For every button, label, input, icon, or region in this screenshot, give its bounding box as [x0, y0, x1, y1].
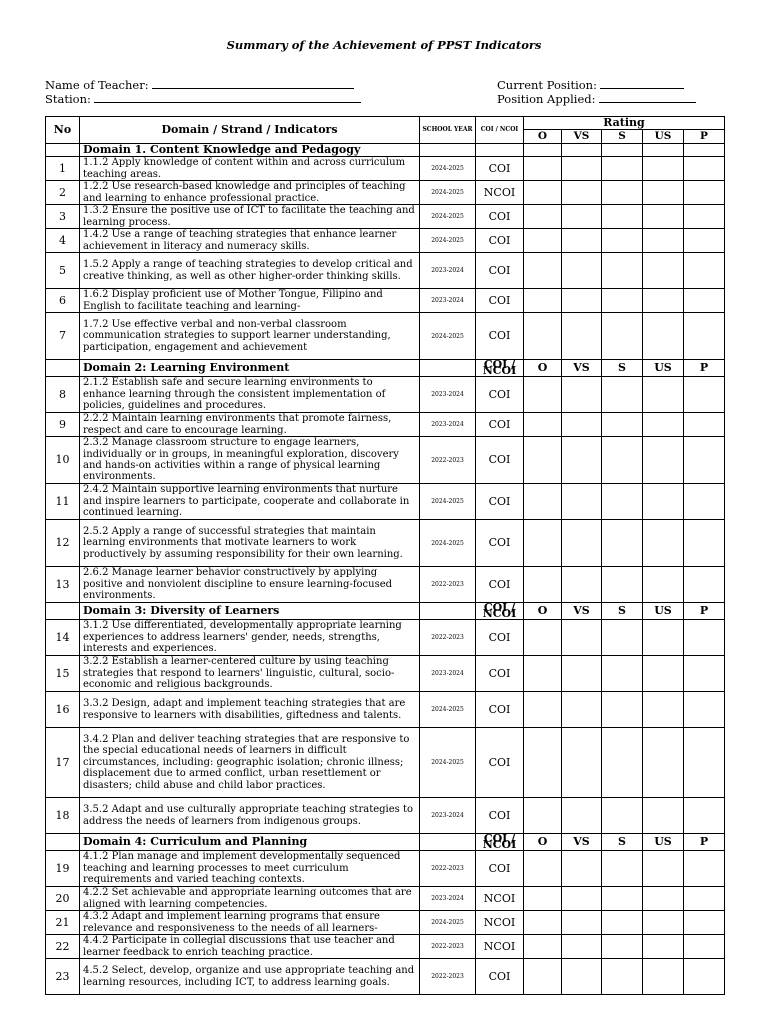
rating-cell-s[interactable] — [602, 935, 643, 959]
rating-cell-p[interactable] — [684, 656, 725, 692]
indicator-text: 2.2.2 Maintain learning environments that promote fairness, respect and care to encourage learning. — [80, 413, 420, 437]
rating-cell-us[interactable] — [643, 484, 684, 520]
current-position-field[interactable] — [497, 77, 684, 92]
coi-status: COI — [476, 205, 524, 229]
position-applied-label: Position Applied: — [497, 92, 596, 106]
table-row — [46, 313, 725, 360]
coi-status: COI — [476, 313, 524, 360]
domain-spacer — [46, 360, 80, 377]
teacher-name-field[interactable] — [45, 77, 354, 92]
coi-status: COI — [476, 620, 524, 656]
school-year: 2022-2023 — [420, 567, 476, 603]
row-number: 21 — [46, 911, 80, 935]
row-number: 1 — [46, 157, 80, 181]
rating-cell-s[interactable] — [602, 959, 643, 995]
rating-cell-p[interactable] — [684, 692, 725, 728]
row-number: 14 — [46, 620, 80, 656]
indicator-text: 1.1.2 Apply knowledge of content within and across curriculum teaching areas. — [80, 157, 420, 181]
current-position-blank[interactable] — [600, 77, 684, 89]
header-rating-vs: VS — [562, 130, 602, 144]
rating-cell-s[interactable] — [602, 413, 643, 437]
rating-cell-o[interactable] — [524, 851, 562, 887]
indicator-text: 1.3.2 Ensure the positive use of ICT to facilitate the teaching and learning process. — [80, 205, 420, 229]
rating-cell-p[interactable] — [684, 157, 725, 181]
domain-title: Domain 1. Content Knowledge and Pedagogy — [80, 144, 420, 157]
rating-cell-vs[interactable] — [562, 911, 602, 935]
domain-title: Domain 4: Curriculum and Planning — [80, 834, 420, 851]
domain-coi-label: COI / NCOI — [476, 603, 524, 620]
rating-cell-s[interactable] — [602, 567, 643, 603]
rating-cell-us[interactable] — [643, 253, 684, 289]
rating-cell-o[interactable] — [524, 413, 562, 437]
header-rating: Rating — [524, 117, 725, 130]
school-year: 2023-2024 — [420, 656, 476, 692]
school-year: 2024-2025 — [420, 484, 476, 520]
rating-cell-o[interactable] — [524, 798, 562, 834]
ppst-table — [45, 116, 725, 995]
indicator-text: 2.1.2 Establish safe and secure learning environments to enhance learning through the consistent implementation of policies, guidelines and procedures. — [80, 377, 420, 413]
rating-cell-s[interactable] — [602, 253, 643, 289]
indicator-text: 4.1.2 Plan manage and implement developmentally sequenced teaching and learning processes to meet curriculum requirements and varied teaching contexts. — [80, 851, 420, 887]
rating-cell-p[interactable] — [684, 289, 725, 313]
rating-cell-us[interactable] — [643, 798, 684, 834]
school-year: 2024-2025 — [420, 157, 476, 181]
row-number: 13 — [46, 567, 80, 603]
row-number: 15 — [46, 656, 80, 692]
domain-rating-label: S — [602, 360, 643, 377]
domain-rating-cell — [684, 144, 725, 157]
rating-cell-us[interactable] — [643, 157, 684, 181]
rating-cell-us[interactable] — [643, 959, 684, 995]
rating-cell-s[interactable] — [602, 484, 643, 520]
coi-status: NCOI — [476, 935, 524, 959]
table-row — [46, 437, 725, 484]
domain-row — [46, 360, 725, 377]
school-year: 2024-2025 — [420, 520, 476, 567]
rating-cell-vs[interactable] — [562, 253, 602, 289]
row-number: 2 — [46, 181, 80, 205]
school-year: 2024-2025 — [420, 728, 476, 798]
rating-cell-p[interactable] — [684, 377, 725, 413]
rating-cell-p[interactable] — [684, 935, 725, 959]
table-row — [46, 851, 725, 887]
school-year: 2022-2023 — [420, 935, 476, 959]
rating-cell-us[interactable] — [643, 728, 684, 798]
domain-row — [46, 834, 725, 851]
indicator-text: 3.1.2 Use differentiated, developmentally appropriate learning experiences to address learners' gender, needs, strengths, interests and experiences. — [80, 620, 420, 656]
rating-cell-p[interactable] — [684, 253, 725, 289]
rating-cell-vs[interactable] — [562, 181, 602, 205]
coi-status: COI — [476, 437, 524, 484]
rating-cell-vs[interactable] — [562, 620, 602, 656]
rating-cell-p[interactable] — [684, 620, 725, 656]
coi-status: COI — [476, 157, 524, 181]
coi-status: COI — [476, 253, 524, 289]
station-blank[interactable] — [94, 91, 361, 103]
rating-cell-o[interactable] — [524, 253, 562, 289]
row-number: 19 — [46, 851, 80, 887]
row-number: 9 — [46, 413, 80, 437]
rating-cell-p[interactable] — [684, 887, 725, 911]
header-rating-p: P — [684, 130, 725, 144]
rating-cell-us[interactable] — [643, 229, 684, 253]
domain-rating-label: VS — [562, 603, 602, 620]
table-row — [46, 887, 725, 911]
rating-cell-s[interactable] — [602, 692, 643, 728]
school-year: 2022-2023 — [420, 959, 476, 995]
coi-status: COI — [476, 484, 524, 520]
domain-rating-label: O — [524, 360, 562, 377]
row-number: 11 — [46, 484, 80, 520]
header-domain: Domain / Strand / Indicators — [80, 117, 420, 144]
domain-rating-cell — [524, 144, 562, 157]
rating-cell-s[interactable] — [602, 377, 643, 413]
rating-cell-vs[interactable] — [562, 377, 602, 413]
header-rating-s: S — [602, 130, 643, 144]
domain-rating-label: VS — [562, 360, 602, 377]
domain-rating-label: US — [643, 360, 684, 377]
domain-coi-label: COI / NCOI — [476, 360, 524, 377]
school-year: 2022-2023 — [420, 851, 476, 887]
indicator-text: 3.2.2 Establish a learner-centered culture by using teaching strategies that respond to learners' linguistic, cultural, socio-economic and religious backgrounds. — [80, 656, 420, 692]
row-number: 20 — [46, 887, 80, 911]
domain-school-year-cell — [420, 144, 476, 157]
rating-cell-o[interactable] — [524, 728, 562, 798]
rating-cell-vs[interactable] — [562, 157, 602, 181]
coi-status: COI — [476, 413, 524, 437]
table-row — [46, 205, 725, 229]
rating-cell-us[interactable] — [643, 911, 684, 935]
indicator-text: 1.2.2 Use research-based knowledge and principles of teaching and learning to enhance professional practice. — [80, 181, 420, 205]
rating-cell-s[interactable] — [602, 798, 643, 834]
indicator-text: 2.5.2 Apply a range of successful strategies that maintain learning environments that motivate learners to work productively by assuming responsibility for their own learning. — [80, 520, 420, 567]
table-row — [46, 377, 725, 413]
table-row — [46, 567, 725, 603]
indicator-text: 1.7.2 Use effective verbal and non-verbal classroom communication strategies to support learner understanding, participation, engagement and achievement — [80, 313, 420, 360]
rating-cell-p[interactable] — [684, 313, 725, 360]
indicator-text: 2.3.2 Manage classroom structure to engage learners, individually or in groups, in meaningful exploration, discovery and hands-on activities within a range of physical learning environments. — [80, 437, 420, 484]
rating-cell-o[interactable] — [524, 437, 562, 484]
table-row — [46, 935, 725, 959]
domain-title: Domain 2: Learning Environment — [80, 360, 420, 377]
table-row — [46, 911, 725, 935]
rating-cell-p[interactable] — [684, 959, 725, 995]
rating-cell-us[interactable] — [643, 692, 684, 728]
school-year: 2023-2024 — [420, 413, 476, 437]
school-year: 2023-2024 — [420, 289, 476, 313]
rating-cell-s[interactable] — [602, 289, 643, 313]
rating-cell-us[interactable] — [643, 437, 684, 484]
header-rating-us: US — [643, 130, 684, 144]
row-number: 8 — [46, 377, 80, 413]
domain-rating-label: S — [602, 603, 643, 620]
rating-cell-p[interactable] — [684, 911, 725, 935]
rating-cell-us[interactable] — [643, 181, 684, 205]
coi-status: COI — [476, 959, 524, 995]
domain-rating-label: US — [643, 834, 684, 851]
rating-cell-vs[interactable] — [562, 205, 602, 229]
row-number: 10 — [46, 437, 80, 484]
row-number: 4 — [46, 229, 80, 253]
coi-status: COI — [476, 851, 524, 887]
table-row — [46, 728, 725, 798]
rating-cell-p[interactable] — [684, 181, 725, 205]
rating-cell-p[interactable] — [684, 437, 725, 484]
rating-cell-o[interactable] — [524, 229, 562, 253]
rating-cell-o[interactable] — [524, 911, 562, 935]
indicator-text: 1.4.2 Use a range of teaching strategies that enhance learner achievement in literacy and numeracy skills. — [80, 229, 420, 253]
station-label: Station: — [45, 92, 91, 106]
teacher-name-label: Name of Teacher: — [45, 78, 149, 92]
rating-cell-p[interactable] — [684, 413, 725, 437]
rating-cell-s[interactable] — [602, 437, 643, 484]
rating-cell-us[interactable] — [643, 413, 684, 437]
domain-rating-cell — [562, 144, 602, 157]
domain-title: Domain 3: Diversity of Learners — [80, 603, 420, 620]
rating-cell-vs[interactable] — [562, 887, 602, 911]
indicator-text: 4.4.2 Participate in collegial discussions that use teacher and learner feedback to enrich teaching practice. — [80, 935, 420, 959]
rating-cell-o[interactable] — [524, 157, 562, 181]
rating-cell-vs[interactable] — [562, 692, 602, 728]
rating-cell-vs[interactable] — [562, 567, 602, 603]
indicator-text: 4.2.2 Set achievable and appropriate learning outcomes that are aligned with learning competencies. — [80, 887, 420, 911]
rating-cell-s[interactable] — [602, 911, 643, 935]
indicator-text: 4.3.2 Adapt and implement learning programs that ensure relevance and responsiveness to the needs of all learners- — [80, 911, 420, 935]
domain-rating-label: P — [684, 603, 725, 620]
rating-cell-p[interactable] — [684, 728, 725, 798]
table-row — [46, 229, 725, 253]
row-number: 5 — [46, 253, 80, 289]
rating-cell-s[interactable] — [602, 181, 643, 205]
rating-cell-o[interactable] — [524, 181, 562, 205]
school-year: 2023-2024 — [420, 253, 476, 289]
rating-cell-p[interactable] — [684, 205, 725, 229]
rating-cell-o[interactable] — [524, 205, 562, 229]
coi-status: COI — [476, 692, 524, 728]
table-row — [46, 959, 725, 995]
header-school-year: SCHOOL YEAR — [420, 117, 476, 144]
school-year: 2024-2025 — [420, 692, 476, 728]
domain-rating-label: S — [602, 834, 643, 851]
school-year: 2024-2025 — [420, 181, 476, 205]
table-row — [46, 181, 725, 205]
domain-school-year-cell — [420, 834, 476, 851]
rating-cell-vs[interactable] — [562, 520, 602, 567]
coi-status: COI — [476, 728, 524, 798]
domain-rating-label: VS — [562, 834, 602, 851]
school-year: 2023-2024 — [420, 798, 476, 834]
indicator-text: 3.3.2 Design, adapt and implement teaching strategies that are responsive to learners with disabilities, giftedness and talents. — [80, 692, 420, 728]
domain-rating-label: O — [524, 834, 562, 851]
rating-cell-p[interactable] — [684, 229, 725, 253]
coi-status: COI — [476, 289, 524, 313]
position-applied-blank[interactable] — [599, 91, 696, 103]
coi-status: NCOI — [476, 911, 524, 935]
rating-cell-o[interactable] — [524, 656, 562, 692]
rating-cell-us[interactable] — [643, 313, 684, 360]
domain-school-year-cell — [420, 603, 476, 620]
teacher-name-blank[interactable] — [152, 77, 354, 89]
rating-cell-s[interactable] — [602, 887, 643, 911]
header-no: No — [46, 117, 80, 144]
indicator-text: 2.6.2 Manage learner behavior constructively by applying positive and nonviolent discipline to ensure learning-focused environments. — [80, 567, 420, 603]
coi-status: COI — [476, 229, 524, 253]
rating-cell-p[interactable] — [684, 798, 725, 834]
rating-cell-us[interactable] — [643, 887, 684, 911]
coi-status: NCOI — [476, 181, 524, 205]
table-body — [46, 144, 725, 995]
rating-cell-o[interactable] — [524, 935, 562, 959]
rating-cell-vs[interactable] — [562, 798, 602, 834]
rating-cell-p[interactable] — [684, 520, 725, 567]
indicator-text: 2.4.2 Maintain supportive learning environments that nurture and inspire learners to participate, cooperate and collaborate in continued learning. — [80, 484, 420, 520]
coi-status: COI — [476, 520, 524, 567]
school-year: 2024-2025 — [420, 229, 476, 253]
school-year: 2023-2024 — [420, 377, 476, 413]
rating-cell-o[interactable] — [524, 377, 562, 413]
rating-cell-us[interactable] — [643, 289, 684, 313]
position-applied-field[interactable] — [497, 91, 696, 106]
current-position-label: Current Position: — [497, 78, 597, 92]
school-year: 2023-2024 — [420, 887, 476, 911]
rating-cell-s[interactable] — [602, 728, 643, 798]
school-year: 2024-2025 — [420, 911, 476, 935]
rating-cell-vs[interactable] — [562, 656, 602, 692]
rating-cell-s[interactable] — [602, 520, 643, 567]
domain-coi-label: COI / NCOI — [476, 834, 524, 851]
rating-cell-p[interactable] — [684, 851, 725, 887]
rating-cell-us[interactable] — [643, 851, 684, 887]
table-row — [46, 692, 725, 728]
coi-status: COI — [476, 567, 524, 603]
rating-cell-o[interactable] — [524, 567, 562, 603]
rating-cell-us[interactable] — [643, 567, 684, 603]
table-row — [46, 413, 725, 437]
rating-cell-s[interactable] — [602, 313, 643, 360]
domain-rating-label: US — [643, 603, 684, 620]
rating-cell-us[interactable] — [643, 620, 684, 656]
table-row — [46, 289, 725, 313]
rating-cell-o[interactable] — [524, 692, 562, 728]
rating-cell-us[interactable] — [643, 935, 684, 959]
rating-cell-vs[interactable] — [562, 413, 602, 437]
row-number: 18 — [46, 798, 80, 834]
rating-cell-o[interactable] — [524, 887, 562, 911]
domain-spacer — [46, 834, 80, 851]
school-year: 2024-2025 — [420, 313, 476, 360]
rating-cell-p[interactable] — [684, 567, 725, 603]
domain-rating-cell — [643, 144, 684, 157]
domain-spacer — [46, 144, 80, 157]
indicator-text: 3.4.2 Plan and deliver teaching strategies that are responsive to the special educational needs of learners in difficult circumstances, including: geographic isolation; chronic illness; displacement due to armed conflict, urban resettlement or disasters; child abuse and child labor practices. — [80, 728, 420, 798]
rating-cell-vs[interactable] — [562, 728, 602, 798]
table-row — [46, 520, 725, 567]
domain-row — [46, 144, 725, 157]
school-year: 2022-2023 — [420, 437, 476, 484]
table-row — [46, 656, 725, 692]
rating-cell-vs[interactable] — [562, 437, 602, 484]
row-number: 17 — [46, 728, 80, 798]
row-number: 22 — [46, 935, 80, 959]
indicator-text: 1.6.2 Display proficient use of Mother Tongue, Filipino and English to facilitate teaching and learning- — [80, 289, 420, 313]
row-number: 7 — [46, 313, 80, 360]
rating-cell-o[interactable] — [524, 959, 562, 995]
table-row — [46, 620, 725, 656]
school-year: 2022-2023 — [420, 620, 476, 656]
table-row — [46, 484, 725, 520]
page-title: Summary of the Achievement of PPST Indicators — [226, 38, 542, 52]
row-number: 12 — [46, 520, 80, 567]
table-row — [46, 157, 725, 181]
header-rating-o: O — [524, 130, 562, 144]
rating-cell-o[interactable] — [524, 520, 562, 567]
row-number: 3 — [46, 205, 80, 229]
domain-row — [46, 603, 725, 620]
rating-cell-us[interactable] — [643, 520, 684, 567]
header-coi: COI / NCOI — [476, 117, 524, 144]
rating-cell-us[interactable] — [643, 377, 684, 413]
rating-cell-us[interactable] — [643, 656, 684, 692]
domain-rating-label: O — [524, 603, 562, 620]
domain-spacer — [46, 603, 80, 620]
rating-cell-vs[interactable] — [562, 851, 602, 887]
row-number: 6 — [46, 289, 80, 313]
rating-cell-vs[interactable] — [562, 313, 602, 360]
school-year: 2024-2025 — [420, 205, 476, 229]
rating-cell-vs[interactable] — [562, 289, 602, 313]
rating-cell-vs[interactable] — [562, 959, 602, 995]
indicator-text: 1.5.2 Apply a range of teaching strategies to develop critical and creative thinking, as well as other higher-order thinking skills. — [80, 253, 420, 289]
domain-school-year-cell — [420, 360, 476, 377]
rating-cell-vs[interactable] — [562, 935, 602, 959]
row-number: 16 — [46, 692, 80, 728]
domain-coi-cell — [476, 144, 524, 157]
rating-cell-vs[interactable] — [562, 229, 602, 253]
rating-cell-p[interactable] — [684, 484, 725, 520]
rating-cell-us[interactable] — [643, 205, 684, 229]
coi-status: COI — [476, 377, 524, 413]
domain-rating-cell — [602, 144, 643, 157]
row-number: 23 — [46, 959, 80, 995]
indicator-text: 3.5.2 Adapt and use culturally appropriate teaching strategies to address the needs of learners from indigenous groups. — [80, 798, 420, 834]
rating-cell-s[interactable] — [602, 205, 643, 229]
rating-cell-o[interactable] — [524, 484, 562, 520]
rating-cell-s[interactable] — [602, 851, 643, 887]
rating-cell-vs[interactable] — [562, 484, 602, 520]
indicator-text: 4.5.2 Select, develop, organize and use appropriate teaching and learning resources, including ICT, to address learning goals. — [80, 959, 420, 995]
rating-cell-s[interactable] — [602, 656, 643, 692]
station-field[interactable] — [45, 91, 361, 106]
rating-cell-s[interactable] — [602, 229, 643, 253]
table-row — [46, 253, 725, 289]
domain-rating-label: P — [684, 360, 725, 377]
rating-cell-o[interactable] — [524, 313, 562, 360]
coi-status: COI — [476, 656, 524, 692]
table-row — [46, 798, 725, 834]
rating-cell-o[interactable] — [524, 620, 562, 656]
coi-status: COI — [476, 798, 524, 834]
domain-rating-label: P — [684, 834, 725, 851]
rating-cell-s[interactable] — [602, 620, 643, 656]
coi-status: NCOI — [476, 887, 524, 911]
rating-cell-o[interactable] — [524, 289, 562, 313]
rating-cell-s[interactable] — [602, 157, 643, 181]
